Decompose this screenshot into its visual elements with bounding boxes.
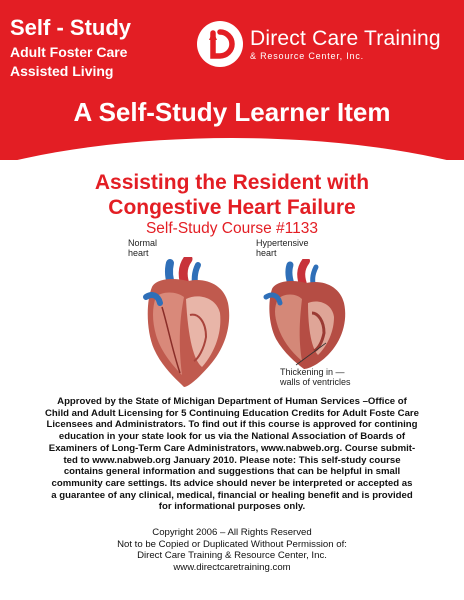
page-title: A Self-Study Learner Item: [73, 97, 391, 127]
copyright-line: Copyright 2006 – All Rights Reserved: [152, 527, 312, 538]
header-band: [0, 0, 464, 160]
course-number: Self-Study Course #1133: [145, 220, 319, 237]
company-subname: & Resource Center, Inc.: [250, 51, 364, 61]
website-link[interactable]: www.directcaretraining.com: [173, 561, 291, 573]
notice-line: ted to www.nabweb.org January 2010. Please note: This self-study course: [63, 454, 401, 466]
program-line-1: Adult Foster Care: [10, 44, 128, 60]
course-title: [0, 170, 464, 220]
thickening-caption-1: Thickening in —: [280, 367, 345, 377]
course-title-line-2: Congestive Heart Failure: [108, 196, 356, 219]
notice-line: education in your state look for us via the National Association of Boards of: [58, 431, 406, 443]
program-line-2: Assisted Living: [10, 63, 114, 79]
notice-line: Licensees and Administrators. To find out if this course is approved for contining: [46, 419, 418, 431]
thickening-caption-2: walls of ventricles: [280, 377, 351, 387]
normal-heart-image: [132, 257, 242, 389]
heart-illustration: [128, 237, 351, 389]
hypertensive-heart-label-2: heart: [256, 248, 277, 258]
dc-monogram-icon: [196, 20, 244, 68]
notice-line: Approved by the State of Michigan Department of Human Services –Office of: [57, 396, 407, 407]
hypertensive-heart-label-1: Hypertensive: [256, 238, 309, 248]
notice-line: community care settings. Its advice should never be interpreted or accepted as: [51, 477, 413, 489]
approval-notice: [26, 396, 438, 513]
course-title-line-1: Assisting the Resident with: [94, 171, 370, 194]
self-study-title: Self - Study: [10, 15, 132, 40]
brand-left: [10, 16, 131, 80]
notice-line: Examiners of Long-Term Care Administrators, www.nabweb.org. Course submit-: [48, 442, 416, 454]
company-name: Direct Care Training: [250, 27, 441, 50]
company-line: Direct Care Training & Resource Center, Inc.: [137, 550, 327, 561]
notice-line: a guarantee of any clinical, medical, financial or healing benefit and is provided: [51, 489, 413, 501]
notice-line: Child and Adult Licensing for 5 Continuing Education Credits for Adult Foste Care: [45, 407, 419, 419]
notice-line: for informational purposes only.: [158, 501, 306, 513]
hypertensive-heart-image: [256, 259, 356, 369]
header-curve: [0, 138, 464, 160]
notice-line: contains general information and suggestions that can be helpful in small: [63, 466, 401, 478]
permission-line: Not to be Copied or Duplicated Without Permission of:: [117, 538, 347, 550]
normal-heart-label-1: Normal: [128, 238, 158, 248]
normal-heart-label-2: heart: [128, 248, 149, 258]
company-logo-text: [250, 28, 441, 62]
copyright-footer: [0, 527, 464, 573]
